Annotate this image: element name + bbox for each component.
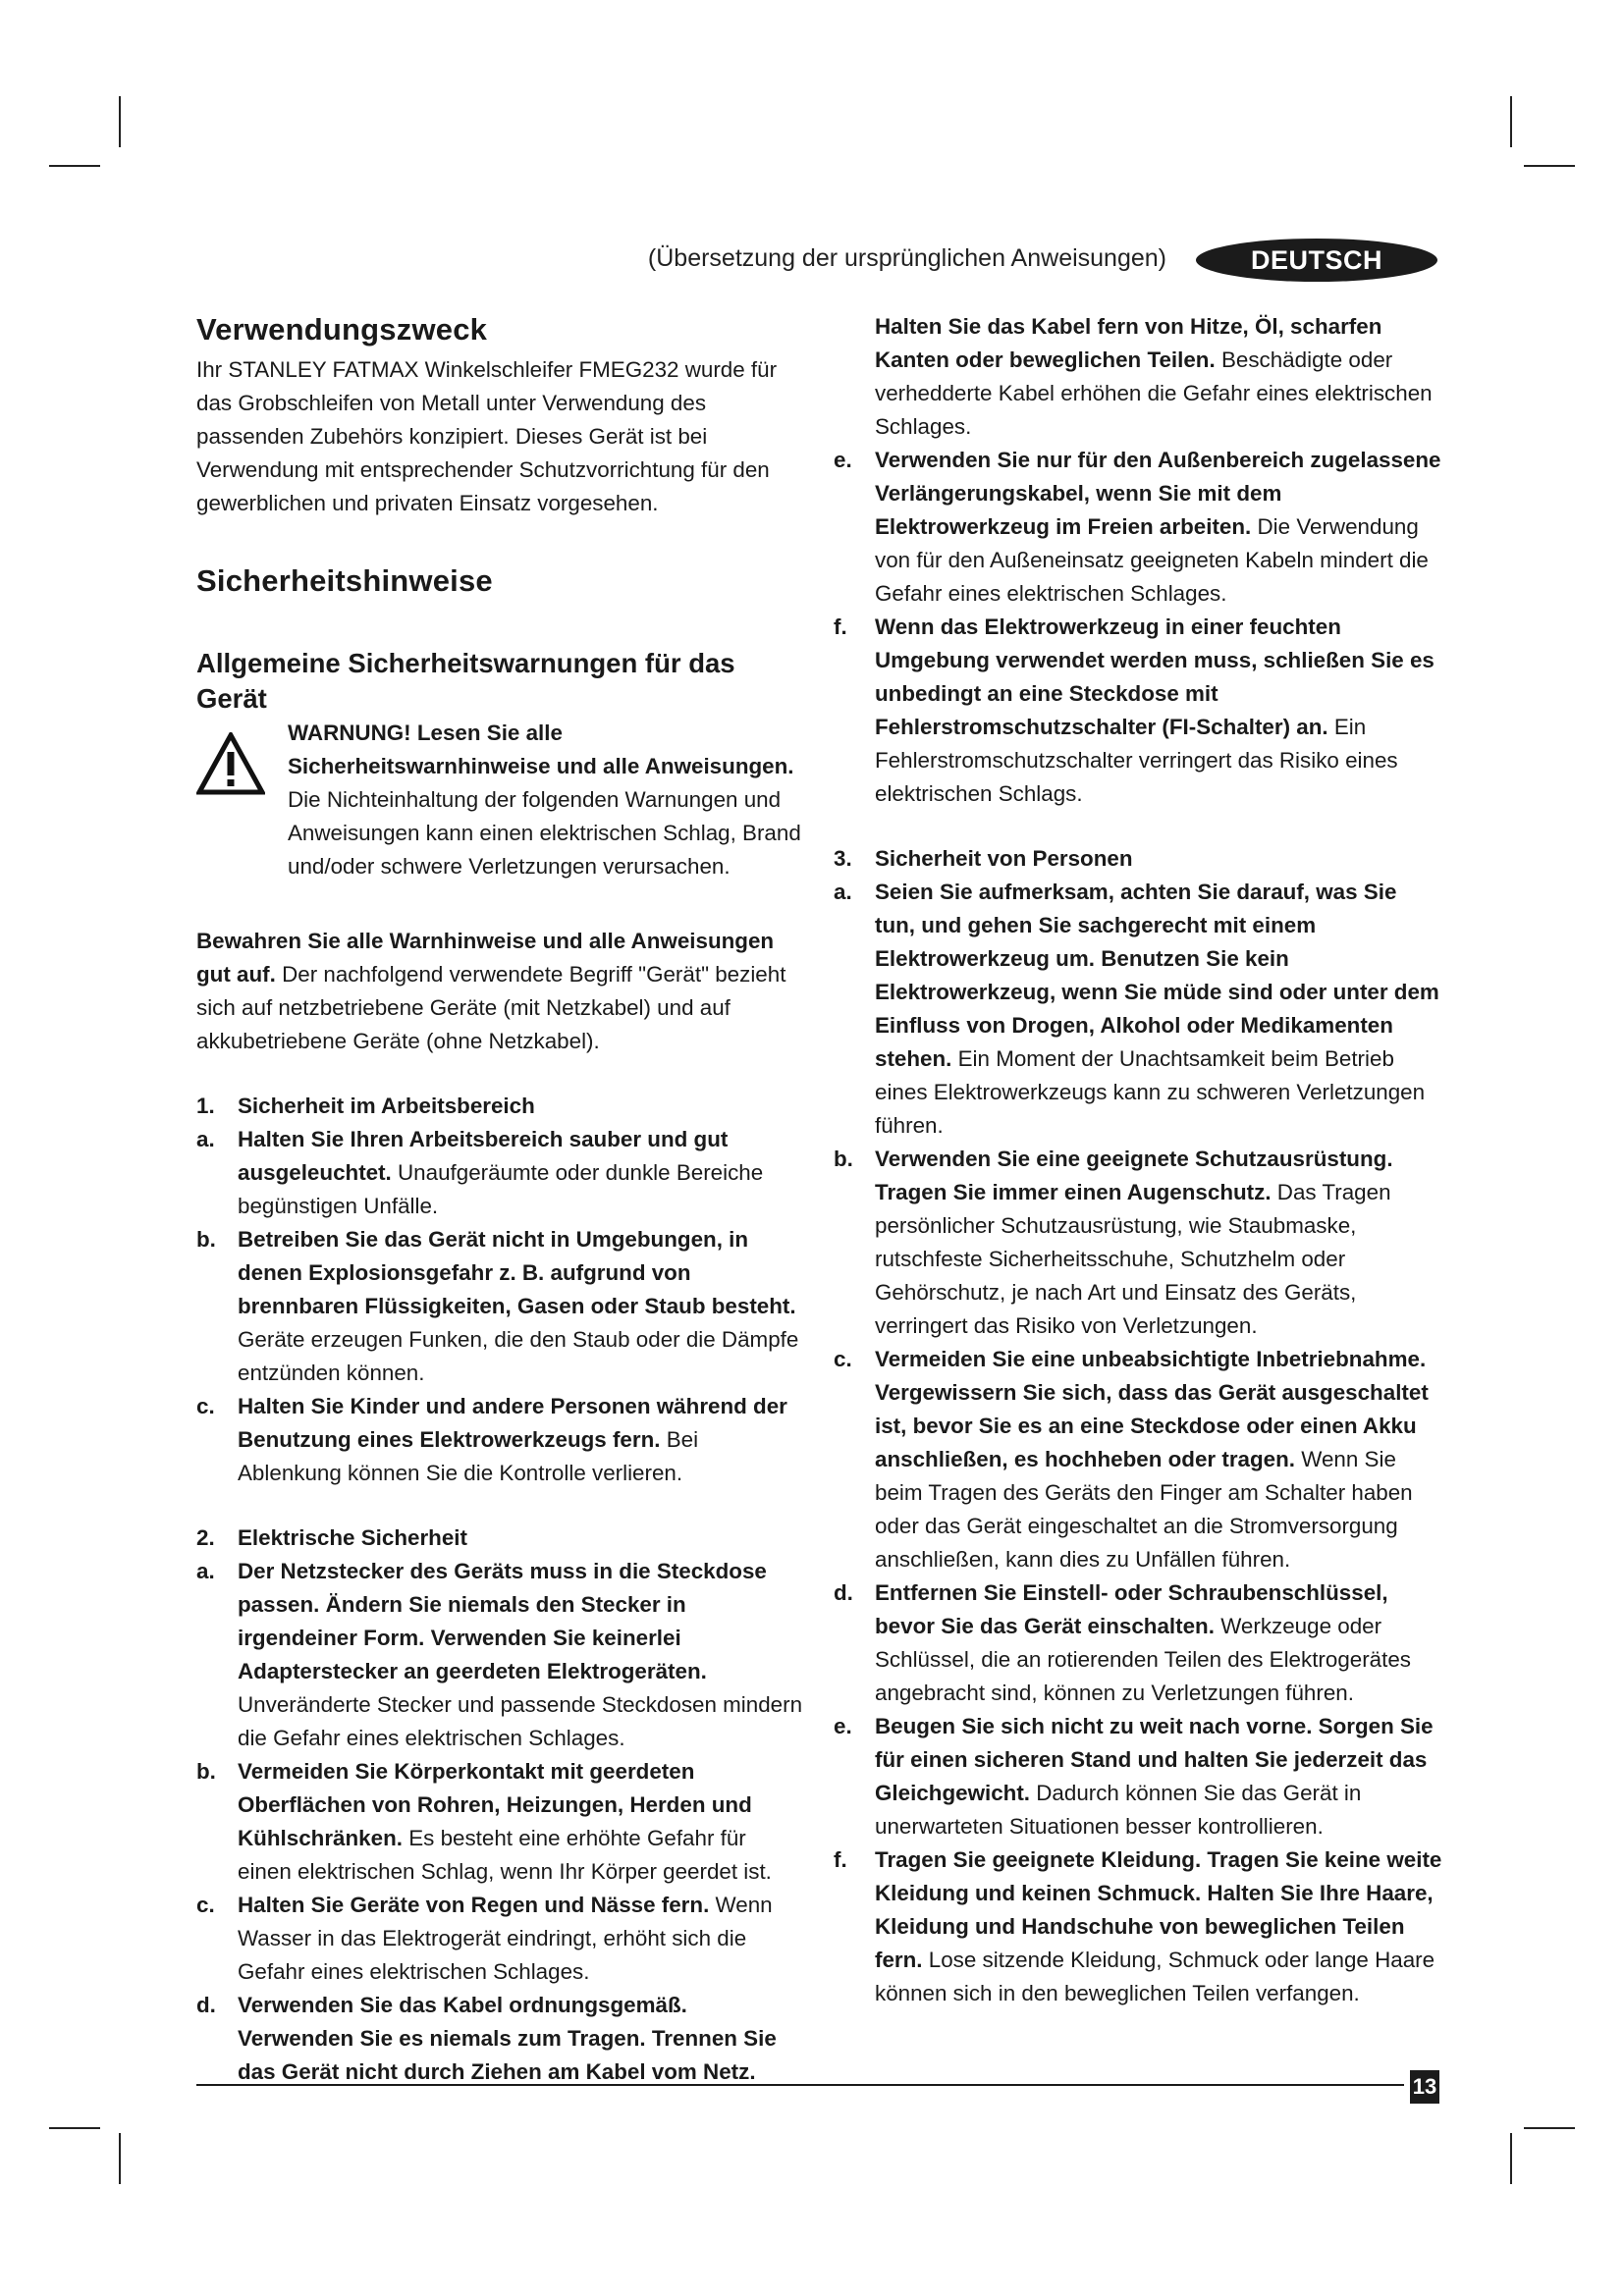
language-badge: DEUTSCH xyxy=(1196,239,1437,282)
list-item xyxy=(196,1555,803,1755)
item-label: b. xyxy=(834,1147,853,1171)
page-header xyxy=(647,239,1437,282)
section-2-list xyxy=(196,1555,803,2089)
section-3-heading xyxy=(834,842,1442,876)
item-bold: Verwenden Sie eine geeignete Schutzausrüstung. Tragen Sie immer einen Augenschutz. xyxy=(875,1147,1393,1204)
item-bold: Beugen Sie sich nicht zu weit nach vorne. Sorgen Sie für einen sicheren Stand und halten Sie jederzeit das Gleichgewicht. xyxy=(875,1714,1434,1805)
item-text: Dadurch können Sie das Gerät in unerwarteten Situationen besser kontrollieren. xyxy=(875,1781,1362,1839)
list-item xyxy=(196,1390,803,1490)
crop-mark xyxy=(119,96,121,147)
list-item xyxy=(834,1710,1442,1843)
item-label: a. xyxy=(196,1559,215,1583)
item-label: c. xyxy=(196,1394,215,1418)
keep-text: Der nachfolgend verwendete Begriff "Gerät" bezieht sich auf netzbetriebene Geräte (mit Netzkabel) und auf akkubetriebene Geräte (ohne Netzkabel). xyxy=(196,962,786,1053)
page-number: 13 xyxy=(1410,2070,1439,2104)
item-label: c. xyxy=(834,1347,852,1371)
warning-bold: WARNUNG! Lesen Sie alle Sicherheitswarnhinweise und alle Anweisungen. xyxy=(288,721,794,778)
warning-text: Die Nichteinhaltung der folgenden Warnungen und Anweisungen kann einen elektrischen Schlag, Brand und/oder schwere Verletzungen verursachen. xyxy=(288,787,801,879)
item-label: d. xyxy=(834,1580,853,1605)
item-text: Werkzeuge oder Schlüssel, die an rotierenden Teilen des Elektrogerätes angebracht sind, können zu Verletzungen führen. xyxy=(875,1614,1412,1705)
purpose-heading: Verwendungszweck xyxy=(196,312,488,347)
item-text: Bei Ablenkung können Sie die Kontrolle verlieren. xyxy=(238,1427,699,1485)
crop-mark xyxy=(1524,165,1575,167)
item-text: Geräte erzeugen Funken, die den Staub oder die Dämpfe entzünden können. xyxy=(238,1327,799,1385)
item-text: Lose sitzende Kleidung, Schmuck oder lange Haare können sich in den beweglichen Teilen verfangen. xyxy=(875,1948,1435,2005)
item-text: Unaufgeräumte oder dunkle Bereiche begünstigen Unfälle. xyxy=(238,1160,764,1218)
item-label: b. xyxy=(196,1227,216,1252)
item-label: f. xyxy=(834,614,847,639)
item-bold: Vermeiden Sie eine unbeabsichtigte Inbetriebnahme. Vergewissern Sie sich, dass das Gerät ausgeschaltet ist, bevor Sie es an eine Steckdose oder einen Akku anschließen, es hochheben oder tragen. xyxy=(875,1347,1429,1471)
item-bold: Verwenden Sie nur für den Außenbereich zugelassene Verlängerungskabel, wenn Sie mit dem Elektrowerkzeug im Freien arbeiten. xyxy=(875,448,1441,539)
item-bold: Vermeiden Sie Körperkontakt mit geerdeten Oberflächen von Rohren, Heizungen, Herden und Kühlschränken. xyxy=(238,1759,752,1850)
keep-bold: Bewahren Sie alle Warnhinweise und alle Anweisungen gut auf. xyxy=(196,929,775,987)
item-bold: Tragen Sie geeignete Kleidung. Tragen Sie keine weite Kleidung und keinen Schmuck. Halten Sie Ihre Haare, Kleidung und Handschuhe von beweglichen Teilen fern. xyxy=(875,1847,1442,1972)
item-text: Wenn Sie beim Tragen des Geräts den Finger am Schalter haben oder das Gerät eingeschaltet an die Stromversorgung anschließen, kann dies zu Unfällen führen. xyxy=(875,1447,1413,1572)
translation-note: (Übersetzung der ursprünglichen Anweisungen) xyxy=(647,244,1166,272)
warning-paragraph xyxy=(288,717,803,883)
item-bold: Halten Sie das Kabel fern von Hitze, Öl, scharfen Kanten oder beweglichen Teilen. xyxy=(875,314,1382,372)
list-item-continued xyxy=(834,310,1442,444)
general-warnings-heading: Allgemeine Sicherheitswarnungen für das Gerät xyxy=(196,648,735,714)
crop-mark xyxy=(119,2133,121,2184)
item-bold: Halten Sie Kinder und andere Personen während der Benutzung eines Elektrowerkzeugs fern. xyxy=(238,1394,787,1452)
item-bold: Seien Sie aufmerksam, achten Sie darauf, was Sie tun, und gehen Sie sachgerecht mit einem Elektrowerkzeug um. Benutzen Sie kein Elektrowerkzeug, wenn Sie müde sind oder unter dem Einfluss von Drogen, Alkohol oder Medikamenten stehen. xyxy=(875,880,1439,1071)
warning-block xyxy=(196,717,803,883)
keep-instructions xyxy=(196,925,803,1058)
left-column xyxy=(196,310,803,2089)
item-bold: Halten Sie Ihren Arbeitsbereich sauber und gut ausgeleuchtet. xyxy=(238,1127,729,1185)
list-item xyxy=(196,1223,803,1390)
section-number: 2. xyxy=(196,1525,215,1550)
list-item xyxy=(196,1989,803,2089)
item-bold: Wenn das Elektrowerkzeug in einer feuchten Umgebung verwendet werden muss, schließen Sie es unbedingt an eine Steckdose mit Fehlerstromschutzschalter (FI-Schalter) an. xyxy=(875,614,1435,739)
footer-rule xyxy=(196,2084,1404,2086)
item-text: Es besteht eine erhöhte Gefahr für einen elektrischen Schlag, wenn Ihr Körper geerdet ist. xyxy=(238,1826,772,1884)
crop-mark xyxy=(1510,2133,1512,2184)
item-label: b. xyxy=(196,1759,216,1784)
right-column xyxy=(834,310,1442,2010)
item-text: Ein Moment der Unachtsamkeit beim Betrieb eines Elektrowerkzeugs kann zu schweren Verletzungen führen. xyxy=(875,1046,1426,1138)
section-1-list xyxy=(196,1123,803,1490)
item-label: e. xyxy=(834,1714,852,1738)
list-item xyxy=(834,1576,1442,1710)
purpose-text: Ihr STANLEY FATMAX Winkelschleifer FMEG232 wurde für das Grobschleifen von Metall unter Verwendung des passenden Zubehörs konzipiert. Dieses Gerät ist bei Verwendung mit entsprechender Schutzvorrichtung für den gewerblichen und privaten Einsatz vorgesehen. xyxy=(196,357,778,515)
item-bold: Verwenden Sie das Kabel ordnungsgemäß. Verwenden Sie es niemals zum Tragen. Trennen Sie das Gerät nicht durch Ziehen am Kabel vom Netz. xyxy=(238,1993,777,2084)
item-bold: Entfernen Sie Einstell- oder Schraubenschlüssel, bevor Sie das Gerät einschalten. xyxy=(875,1580,1388,1638)
item-label: f. xyxy=(834,1847,847,1872)
safety-heading: Sicherheitshinweise xyxy=(196,563,493,598)
section-3-list xyxy=(834,876,1442,2010)
item-label: d. xyxy=(196,1993,216,2017)
item-label: e. xyxy=(834,448,852,472)
crop-mark xyxy=(49,165,100,167)
list-item xyxy=(834,876,1442,1143)
item-text: Die Verwendung von für den Außeneinsatz geeigneten Kabeln mindert die Gefahr eines elektrischen Schlages. xyxy=(875,514,1429,606)
list-item xyxy=(834,1343,1442,1576)
list-item xyxy=(834,444,1442,611)
item-label: a. xyxy=(834,880,852,904)
list-item xyxy=(196,1123,803,1223)
item-text: Wenn Wasser in das Elektrogerät eindringt, erhöht sich die Gefahr eines elektrischen Schlages. xyxy=(238,1893,773,1984)
list-item xyxy=(834,1843,1442,2010)
section-title: Elektrische Sicherheit xyxy=(238,1525,467,1550)
item-text: Beschädigte oder verhedderte Kabel erhöhen die Gefahr eines elektrischen Schlages. xyxy=(875,347,1433,439)
item-bold: Halten Sie Geräte von Regen und Nässe fern. xyxy=(238,1893,710,1917)
item-bold: Betreiben Sie das Gerät nicht in Umgebungen, in denen Explosionsgefahr z. B. aufgrund von brennbaren Flüssigkeiten, Gasen oder Staub besteht. xyxy=(238,1227,796,1318)
list-item xyxy=(196,1755,803,1889)
crop-mark xyxy=(1524,2127,1575,2129)
list-item xyxy=(834,611,1442,811)
item-bold: Der Netzstecker des Geräts muss in die Steckdose passen. Ändern Sie niemals den Stecker in irgendeiner Form. Verwenden Sie keinerlei Adapterstecker an geerdeten Elektrogeräten. xyxy=(238,1559,767,1683)
section-1-heading xyxy=(196,1090,803,1123)
section-number: 3. xyxy=(834,846,852,871)
item-text: Unveränderte Stecker und passende Steckdosen mindern die Gefahr eines elektrischen Schlages. xyxy=(238,1692,803,1750)
section-title: Sicherheit im Arbeitsbereich xyxy=(238,1094,535,1118)
section-number: 1. xyxy=(196,1094,215,1118)
section-2-heading xyxy=(196,1522,803,1555)
item-text: Ein Fehlerstromschutzschalter verringert das Risiko eines elektrischen Schlags. xyxy=(875,715,1398,806)
list-item xyxy=(196,1889,803,1989)
list-item xyxy=(834,1143,1442,1343)
crop-mark xyxy=(49,2127,100,2129)
section-title: Sicherheit von Personen xyxy=(875,846,1133,871)
item-label: c. xyxy=(196,1893,215,1917)
item-label: a. xyxy=(196,1127,215,1151)
warning-triangle-icon xyxy=(196,732,265,795)
item-text: Das Tragen persönlicher Schutzausrüstung, wie Staubmaske, rutschfeste Sicherheitsschuhe, Schutzhelm oder Gehörschutz, je nach Art und Einsatz des Geräts, verringert das Risiko von Verletzungen. xyxy=(875,1180,1391,1338)
crop-mark xyxy=(1510,96,1512,147)
